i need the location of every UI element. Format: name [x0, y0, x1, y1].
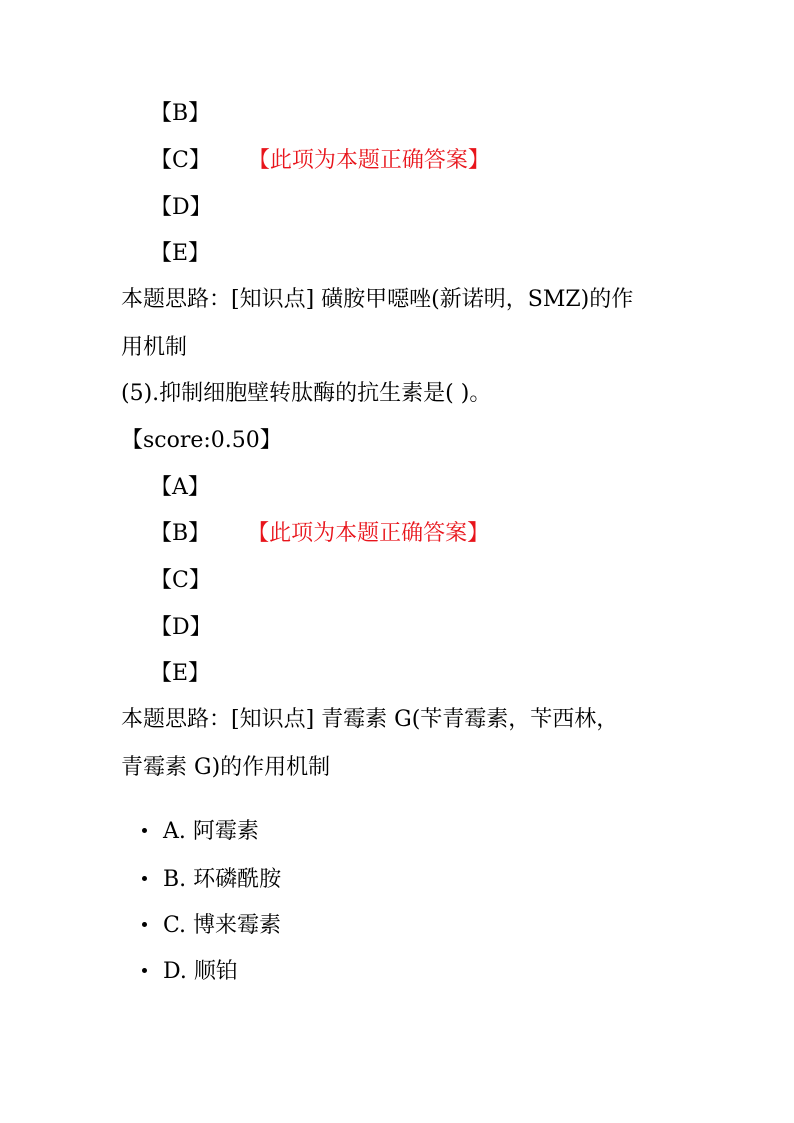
option-label: 【C】 — [150, 568, 211, 593]
option-label: 【D】 — [150, 195, 212, 220]
bullet-icon — [142, 828, 147, 833]
choice-item — [142, 866, 281, 894]
option-label: 【A】 — [150, 475, 210, 500]
option-d — [150, 194, 212, 222]
option-b — [150, 100, 210, 128]
choice-text: D. 顺铂 — [163, 959, 238, 984]
option-label: 【E】 — [150, 661, 211, 686]
option-label: 【C】 — [150, 148, 211, 173]
bullet-icon — [142, 922, 147, 927]
option-c — [150, 147, 490, 175]
option-a — [150, 474, 210, 502]
explanation-line: 用机制 — [121, 335, 188, 360]
option-c — [150, 567, 211, 595]
option-d — [150, 614, 212, 642]
choice-item — [142, 958, 238, 986]
choice-text: B. 环磷酰胺 — [163, 867, 282, 892]
option-b — [150, 520, 489, 548]
option-label: 【B】 — [150, 521, 211, 546]
bullet-icon — [142, 876, 147, 881]
choice-text: C. 博来霉素 — [163, 913, 282, 938]
option-label: 【E】 — [150, 241, 211, 266]
question-text: (5).抑制细胞壁转肽酶的抗生素是( )。 — [121, 381, 492, 406]
choice-item — [142, 818, 259, 846]
option-label: 【B】 — [150, 101, 211, 126]
explanation-line: 本题思路：[知识点] 青霉素 G(苄青霉素，苄西林， — [121, 707, 619, 732]
explanation-line: 本题思路：[知识点] 磺胺甲噁唑(新诺明，SMZ)的作 — [121, 287, 634, 312]
choice-text: A. 阿霉素 — [163, 819, 259, 844]
option-e — [150, 660, 210, 688]
correct-answer-note: 【此项为本题正确答案】 — [247, 521, 490, 546]
explanation-line: 青霉素 G)的作用机制 — [121, 755, 331, 780]
choice-item — [142, 912, 281, 940]
bullet-icon — [142, 968, 147, 973]
option-e — [150, 240, 210, 268]
score-label: 【score:0.50】 — [121, 428, 282, 453]
option-label: 【D】 — [150, 615, 212, 640]
correct-answer-note: 【此项为本题正确答案】 — [247, 148, 490, 173]
